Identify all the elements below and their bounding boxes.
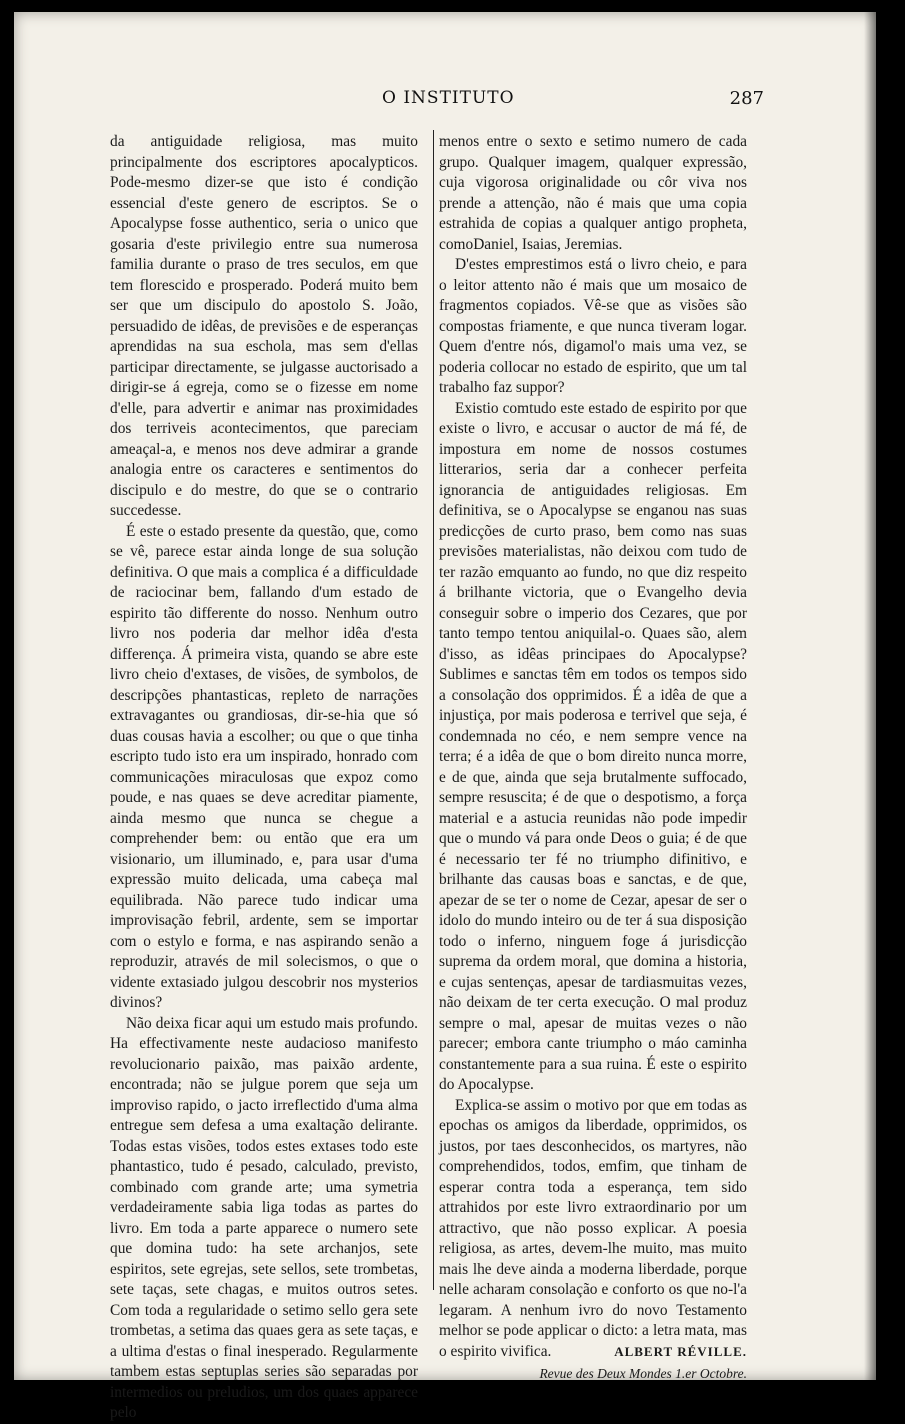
source-citation: Revue des Deux Mondes 1.er Octobre. — [539, 1366, 747, 1381]
paragraph: D'estes emprestimos está o livro cheio, e para o leitor attento não é mais que um mosaico de fragmentos copiados. Vê-se que as visões são compostas friamente, e que nunca tiveram logar. Quem d'entre nós, digamol'o mais uma vez, se poderia collocar no estado de espirito, que um tal trabalho faz suppor? — [439, 256, 747, 396]
right-column — [439, 132, 747, 1385]
paragraph: menos entre o sexto e setimo numero de cada grupo. Qualquer imagem, qualquer expressão, cuja vigorosa originalidade ou côr viva nos prende a attenção, não é mais que uma copia estrahida de copias a qualquer antigo propheta, comoDaniel, Isaias, Jeremias. — [439, 133, 747, 253]
paragraph: da antiguidade religiosa, mas muito principalmente dos escriptores apocalypticos. Pode-mesmo dizer-se que isto é condição essencial d'este genero de escriptos. Se o Apocalypse fosse authentico, seria o unico que gosaria d'este privilegio entre sua numerosa familia durante o praso de tres seculos, em que tem florescido e prosperado. Poderá muito bem ser que um discipulo do apostolo S. João, persuadido de idêas, de previsões e de esperanças aprendidas na sua eschola, mas sem d'ellas participar directamente, se julgasse auctorisado a dirigir-se á egreja, como se o fizesse em nome d'elle, para advertir e animar nas proximidades dos terriveis acontecimentos, que pareciam ameaçal-a, e menos nos deve admirar a grande analogia entre os caracteres e sentimentos do discipulo e do mestre, do que se o contrario succedesse. — [110, 133, 418, 519]
left-column — [110, 132, 418, 1424]
paragraph: É este o estado presente da questão, que, como se vê, parece estar ainda longe de sua solução definitiva. O que mais a complica é a difficuldade de raciocinar bem, fallando d'um estado de espirito tão differente do nosso. Nenhum outro livro nos poderia dar melhor idêa d'esta differença. Á primeira vista, quando se abre este livro cheio d'extases, de visões, de symbolos, de descripções phantasticas, repleto de narrações extravagantes ou grandiosas, dir-se-hia que só duas cousas havia a escolher; ou que o que tinha escripto tudo isto era um inspirado, honrado com communicações miraculosas que expoz como poude, e nas quaes se deve acreditar piamente, ainda mesmo que nunca se chegue a comprehender bem: ou então que era um visionario, um illuminado, e, para usar d'uma expressão muito delicada, uma cabeça mal equilibrada. Não parece tudo indicar uma improvisação febril, ardente, sem se importar com o estylo e forma, e nas aspirando senão a reproduzir, através de mil solecismos, o que o vidente extasiado julgou descobrir nos mysterios divinos? — [110, 522, 418, 1011]
author-signature: ALBERT RÉVILLE. — [614, 1343, 747, 1359]
page-edge-shadow — [864, 12, 876, 1380]
paragraph-text: Explica-se assim o motivo por que em todas as epochas os amigos da liberdade, opprimidos, os justos, por taes desconhecidos, os martyres, não comprehendidos, todos, emfim, que tinham de esperar contra toda a esperança, tem sido attrahidos por este livro extraordinario por um attractivo, que não posso explicar. A poesia religiosa, as artes, devem-lhe muito, mas muito mais lhe deve ainda a moderna liberdade, porque nelle acharam consolação e conforto os que no-l'a legaram. A nenhum ivro do novo Testamento melhor se pode applicar o dicto: a letra mata, mas o espirito vivifica. — [439, 1096, 747, 1360]
scanned-page — [14, 12, 876, 1421]
column-divider — [433, 130, 434, 1290]
page-header — [14, 88, 876, 114]
running-title: O INSTITUTO — [382, 88, 515, 108]
paragraph: Não deixa ficar aqui um estudo mais profundo. Ha effectivamente neste audacioso manifesto revolucionario paixão, mas paixão ardente, encontrada; não se julgue porem que seja um improviso rapido, o jacto irreflectido d'uma alma entregue sem defesa a uma exaltação delirante. Todas estas visões, todos estes extases todo este phantastico, tudo é pesado, calculado, previsto, combinado com grande arte; uma symetria verdadeiramente sabia liga todas as partes do livro. Em toda a parte apparece o numero sete que domina tudo: ha sete archanjos, sete espiritos, sete egrejas, sete sellos, sete trombetas, sete taças, sete chagas, e muitos outros setes. Com toda a regularidade o setimo sello gera sete trombetas, a setima das quaes gera as sete taças, e a ultima d'estas o final inesperado. Regularmente tambem estas septuplas series são separadas por intermedios ou preludios, um dos quaes apparece pelo — [110, 1014, 418, 1421]
page-number: 287 — [729, 88, 764, 109]
paragraph: Existio comtudo este estado de espirito por que existe o livro, e accusar o auctor de má fé, de impostura em nome de nossos costumes litterarios, seria dar a conhecer perfeita ignorancia de antiguidades religiosas. Em definitiva, se o Apocalypse se enganou nas suas predicções de curto praso, bem como nas suas previsões materialistas, não deixou com tudo de ter razão emquanto ao fundo, no que diz respeito á brilhante victoria, que o Evangelho devia conseguir sobre o imperio dos Cezares, que por tanto tempo tentou aniquilal-o. Quaes são, alem d'isso, as idêas principaes do Apocalypse? Sublimes e sanctas têm em todos os tempos sido a consolação dos opprimidos. É a idêa de que a injustiça, por mais poderosa e terrivel que seja, é condemnada no céo, e nem sempre vence na terra; é a idêa de que o bom direito nunca morre, e de que, ainda que seja brutalmente suffocado, sempre resuscita; é de que o despotismo, a força material e a astucia reunidas não pode impedir que o mundo vá para onde Deos o guia; é de que é necessario ter fé no triumpho difinitivo, e brilhante das causas boas e sanctas, e de que, apezar de se ter o nome de Cezar, apesar de ser o idolo do mundo inteiro ou de ter á sua disposição todo o inferno, ninguem foge á jurisdicção suprema da ordem moral, que domina a historia, e cujas sentenças, apesar de tardiasmuitas vezes, não deixam de ter certa execução. O mal produz sempre o mal, apesar de muitas vezes o não parecer; embora cante triumpho o máo caminha constantemente para a sua ruina. É este o espirito do Apocalypse. — [439, 399, 747, 1093]
paragraph — [439, 1096, 747, 1363]
